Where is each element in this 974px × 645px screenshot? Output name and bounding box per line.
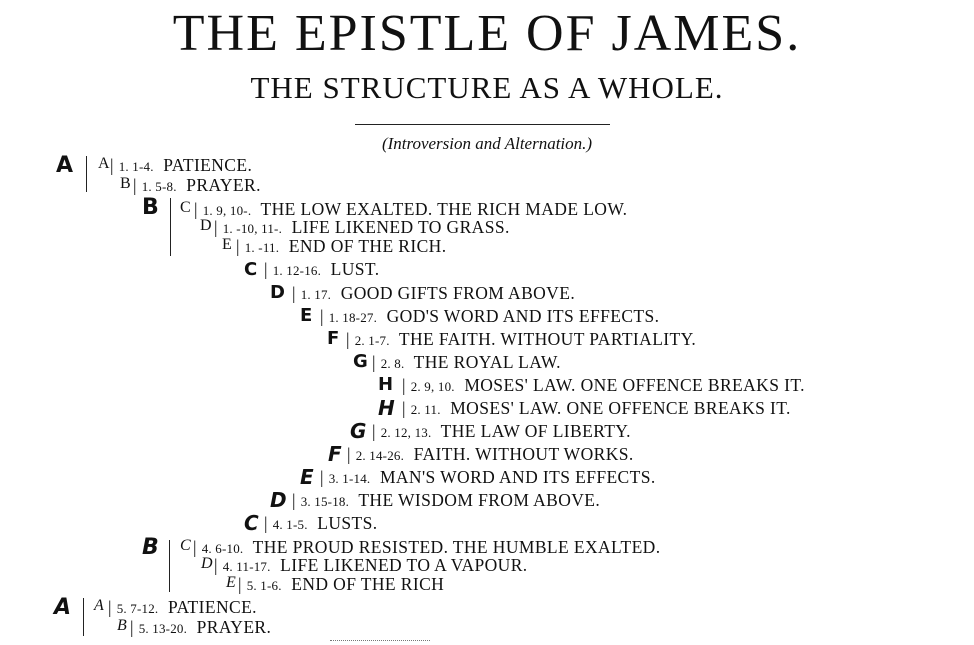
bracket-bar — [83, 598, 84, 636]
structure-row: | 3. 15-18. THE WISDOM FROM ABOVE. — [292, 490, 601, 510]
structure-row: | 3. 1-14. MAN'S WORD AND ITS EFFECTS. — [320, 467, 656, 487]
structure-row: | 4. 11-17. LIFE LIKENED TO A VAPOUR. — [214, 555, 528, 575]
structure-row: | 1. 17. GOOD GIFTS FROM ABOVE. — [292, 283, 576, 303]
page-title: THE EPISTLE OF JAMES. — [172, 5, 802, 62]
structure-row: | 1. 12-16. LUST. — [264, 259, 380, 279]
structure-row: | 2. 9, 10. MOSES' LAW. ONE OFFENCE BREAKS IT. — [402, 375, 805, 395]
sub-label-c-italic: C — [180, 537, 191, 554]
sub-label-b-italic: B — [117, 617, 127, 634]
structure-row: | 1. 18-27. GOD'S WORD AND ITS EFFECTS. — [320, 306, 660, 326]
member-label-d: D — [270, 282, 285, 303]
member-label-e-italic: E — [300, 465, 314, 489]
structure-row: | 5. 7-12. PATIENCE. — [108, 597, 257, 617]
footer-rule — [330, 640, 430, 641]
member-label-h-italic: H — [378, 396, 395, 420]
member-label-b-italic: B — [142, 535, 159, 560]
sub-label-c: C — [180, 199, 191, 216]
structure-row: | 1. 9, 10-. THE LOW EXALTED. THE RICH MADE LOW. — [194, 199, 628, 219]
structure-row: | 2. 11. MOSES' LAW. ONE OFFENCE BREAKS IT. — [402, 398, 791, 418]
member-label-a-italic: A — [54, 595, 72, 620]
structure-row: | 5. 13-20. PRAYER. — [130, 617, 272, 637]
member-label-d-italic: D — [270, 488, 287, 512]
structure-row: | 2. 12, 13. THE LAW OF LIBERTY. — [372, 421, 631, 441]
member-label-a: A — [56, 153, 74, 178]
structure-row: | 1. 5-8. PRAYER. — [133, 175, 261, 195]
structure-row: | 2. 8. THE ROYAL LAW. — [372, 352, 561, 372]
sub-label-b: B — [120, 175, 131, 192]
sub-label-a: A — [98, 155, 110, 172]
structure-note: (Introversion and Alternation.) — [381, 134, 593, 153]
member-label-g: G — [353, 351, 368, 372]
member-label-f: F — [327, 328, 340, 349]
member-label-b: B — [142, 195, 159, 220]
structure-row: | 5. 1-6. END OF THE RICH — [238, 574, 445, 594]
structure-row: | 1. 1-4. PATIENCE. — [110, 155, 253, 175]
member-label-e: E — [300, 305, 313, 326]
structure-row: | 2. 1-7. THE FAITH. WITHOUT PARTIALITY. — [346, 329, 697, 349]
structure-row: | 2. 14-26. FAITH. WITHOUT WORKS. — [347, 444, 634, 464]
structure-row: | 4. 1-5. LUSTS. — [264, 513, 378, 533]
structure-row: | 1. -10, 11-. LIFE LIKENED TO GRASS. — [214, 217, 510, 237]
member-label-c: C — [244, 259, 258, 280]
structure-row: | 1. -11. END OF THE RICH. — [236, 236, 447, 256]
sub-label-e-italic: E — [226, 574, 236, 591]
member-label-g-italic: G — [350, 419, 367, 443]
structure-row: | 4. 6-10. THE PROUD RESISTED. THE HUMBLE EXALTED. — [193, 537, 661, 557]
bracket-bar — [86, 156, 87, 192]
page-subtitle: THE STRUCTURE AS A WHOLE. — [250, 70, 724, 105]
member-label-f-italic: F — [328, 442, 342, 466]
sub-label-d: D — [200, 217, 212, 234]
sub-label-d-italic: D — [201, 555, 213, 572]
bracket-bar — [170, 198, 171, 256]
sub-label-e: E — [222, 236, 232, 253]
member-label-h: H — [378, 374, 394, 395]
sub-label-a-italic: A — [94, 597, 104, 614]
divider-rule — [355, 124, 610, 125]
member-label-c-italic: C — [244, 511, 259, 535]
bracket-bar — [169, 540, 170, 592]
